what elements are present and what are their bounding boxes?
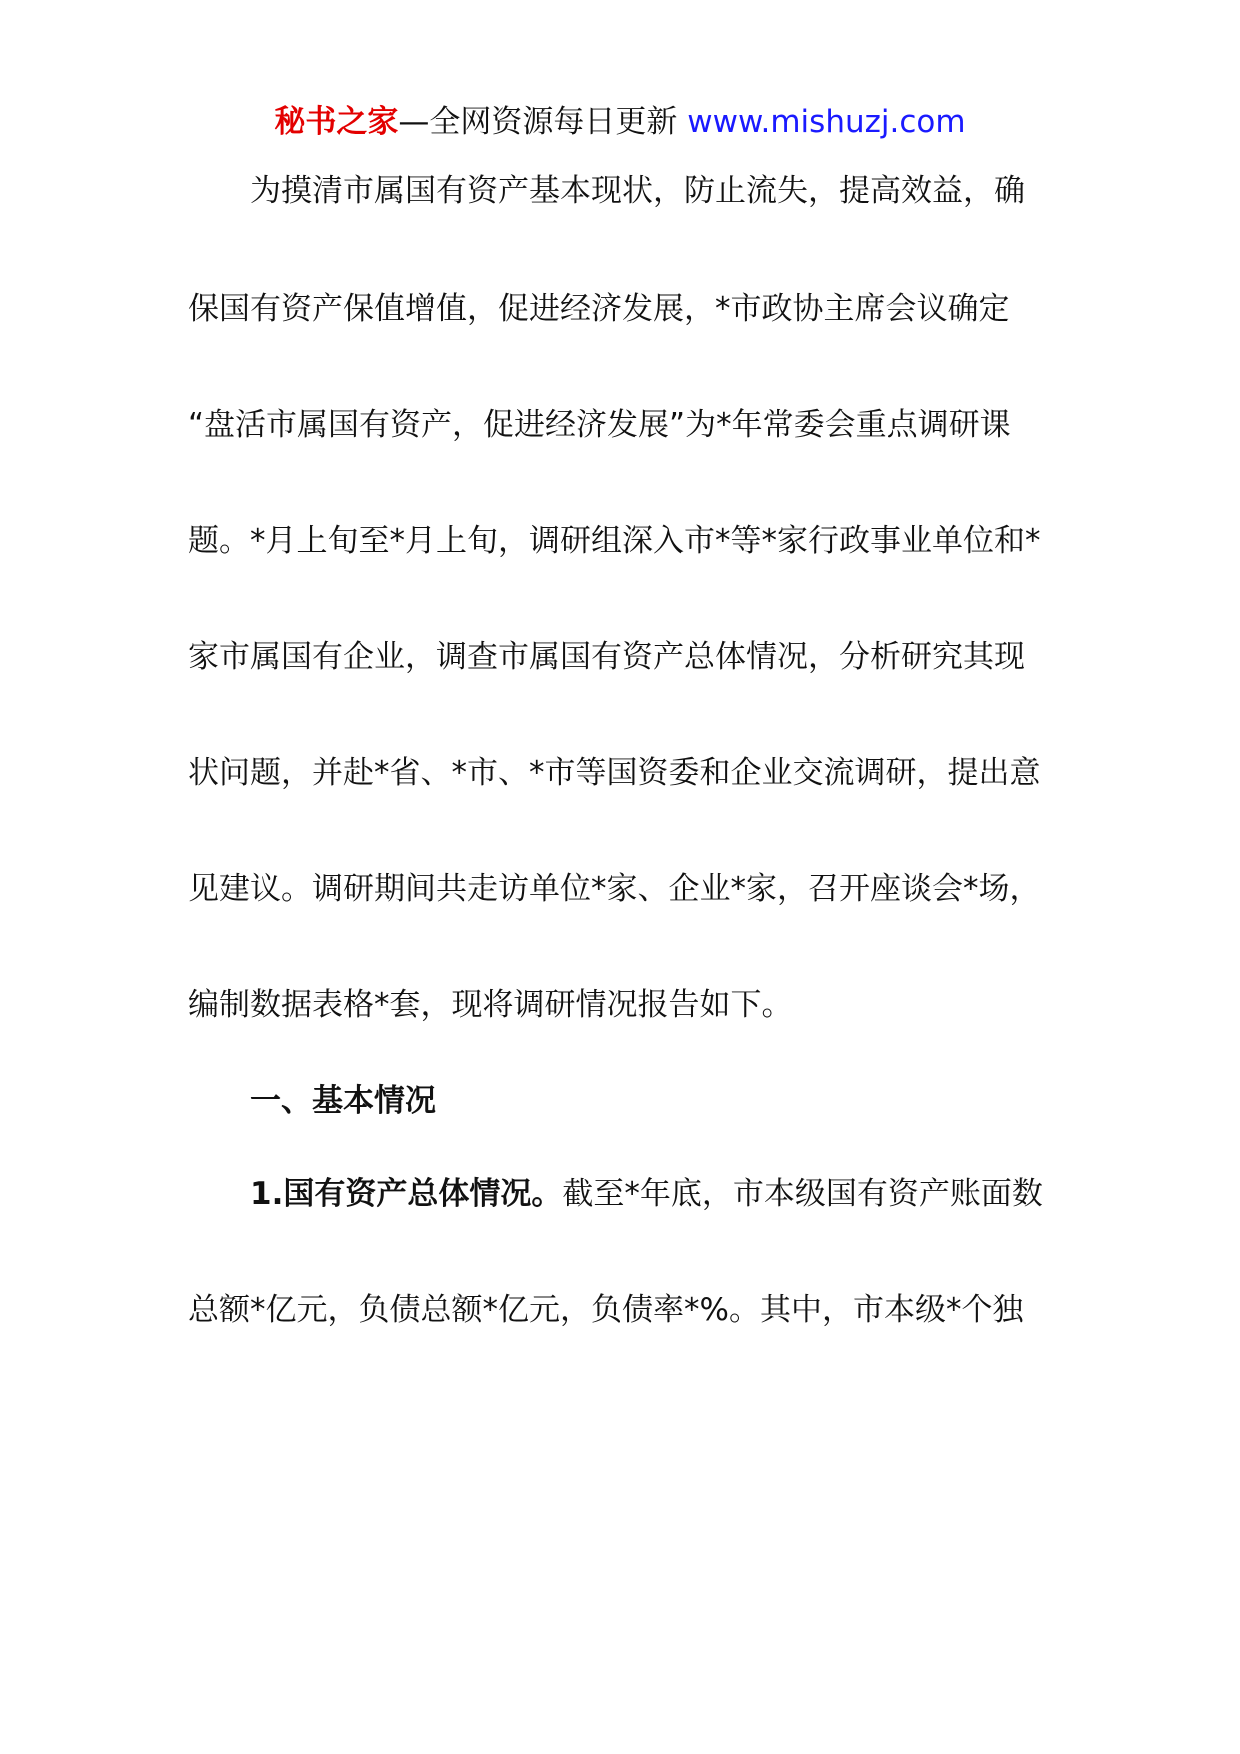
paragraph2-line1 [250,1172,1043,1216]
site-url-link[interactable]: www.mishuzj.com [687,104,966,140]
site-header [0,100,1240,144]
header-slogan: —全网资源每日更新 [398,104,688,140]
paragraph1-line7: 见建议。调研期间共走访单位*家、企业*家，召开座谈会*场， [188,871,1041,907]
paragraph1-line4: 题。*月上旬至*月上旬，调研组深入市*等*家行政事业单位和* [188,523,1041,559]
paragraph1-line5: 家市属国有企业，调查市属国有资产总体情况，分析研究其现 [188,639,1025,675]
paragraph1-line2: 保国有资产保值增值，促进经济发展，*市政协主席会议确定 [188,291,1010,327]
paragraph1-line8: 编制数据表格*套，现将调研情况报告如下。 [188,987,793,1023]
brand-name: 秘书之家 [274,104,399,140]
paragraph1-line1: 为摸清市属国有资产基本现状，防止流失，提高效益，确 [250,173,1025,209]
paragraph1-line6: 状问题，并赴*省、*市、*市等国资委和企业交流调研，提出意 [188,755,1041,791]
paragraph2-line2: 总额*亿元，负债总额*亿元，负债率*%。其中，市本级*个独 [188,1292,1024,1328]
paragraph1-line3: “盘活市属国有资产，促进经济发展”为*年常委会重点调研课 [188,407,1011,443]
paragraph2-lead: 1.国有资产总体情况。 [250,1176,563,1212]
section-heading-basic: 一、基本情况 [250,1083,436,1119]
paragraph2-line1-text: 截至*年底，市本级国有资产账面数 [562,1176,1043,1212]
